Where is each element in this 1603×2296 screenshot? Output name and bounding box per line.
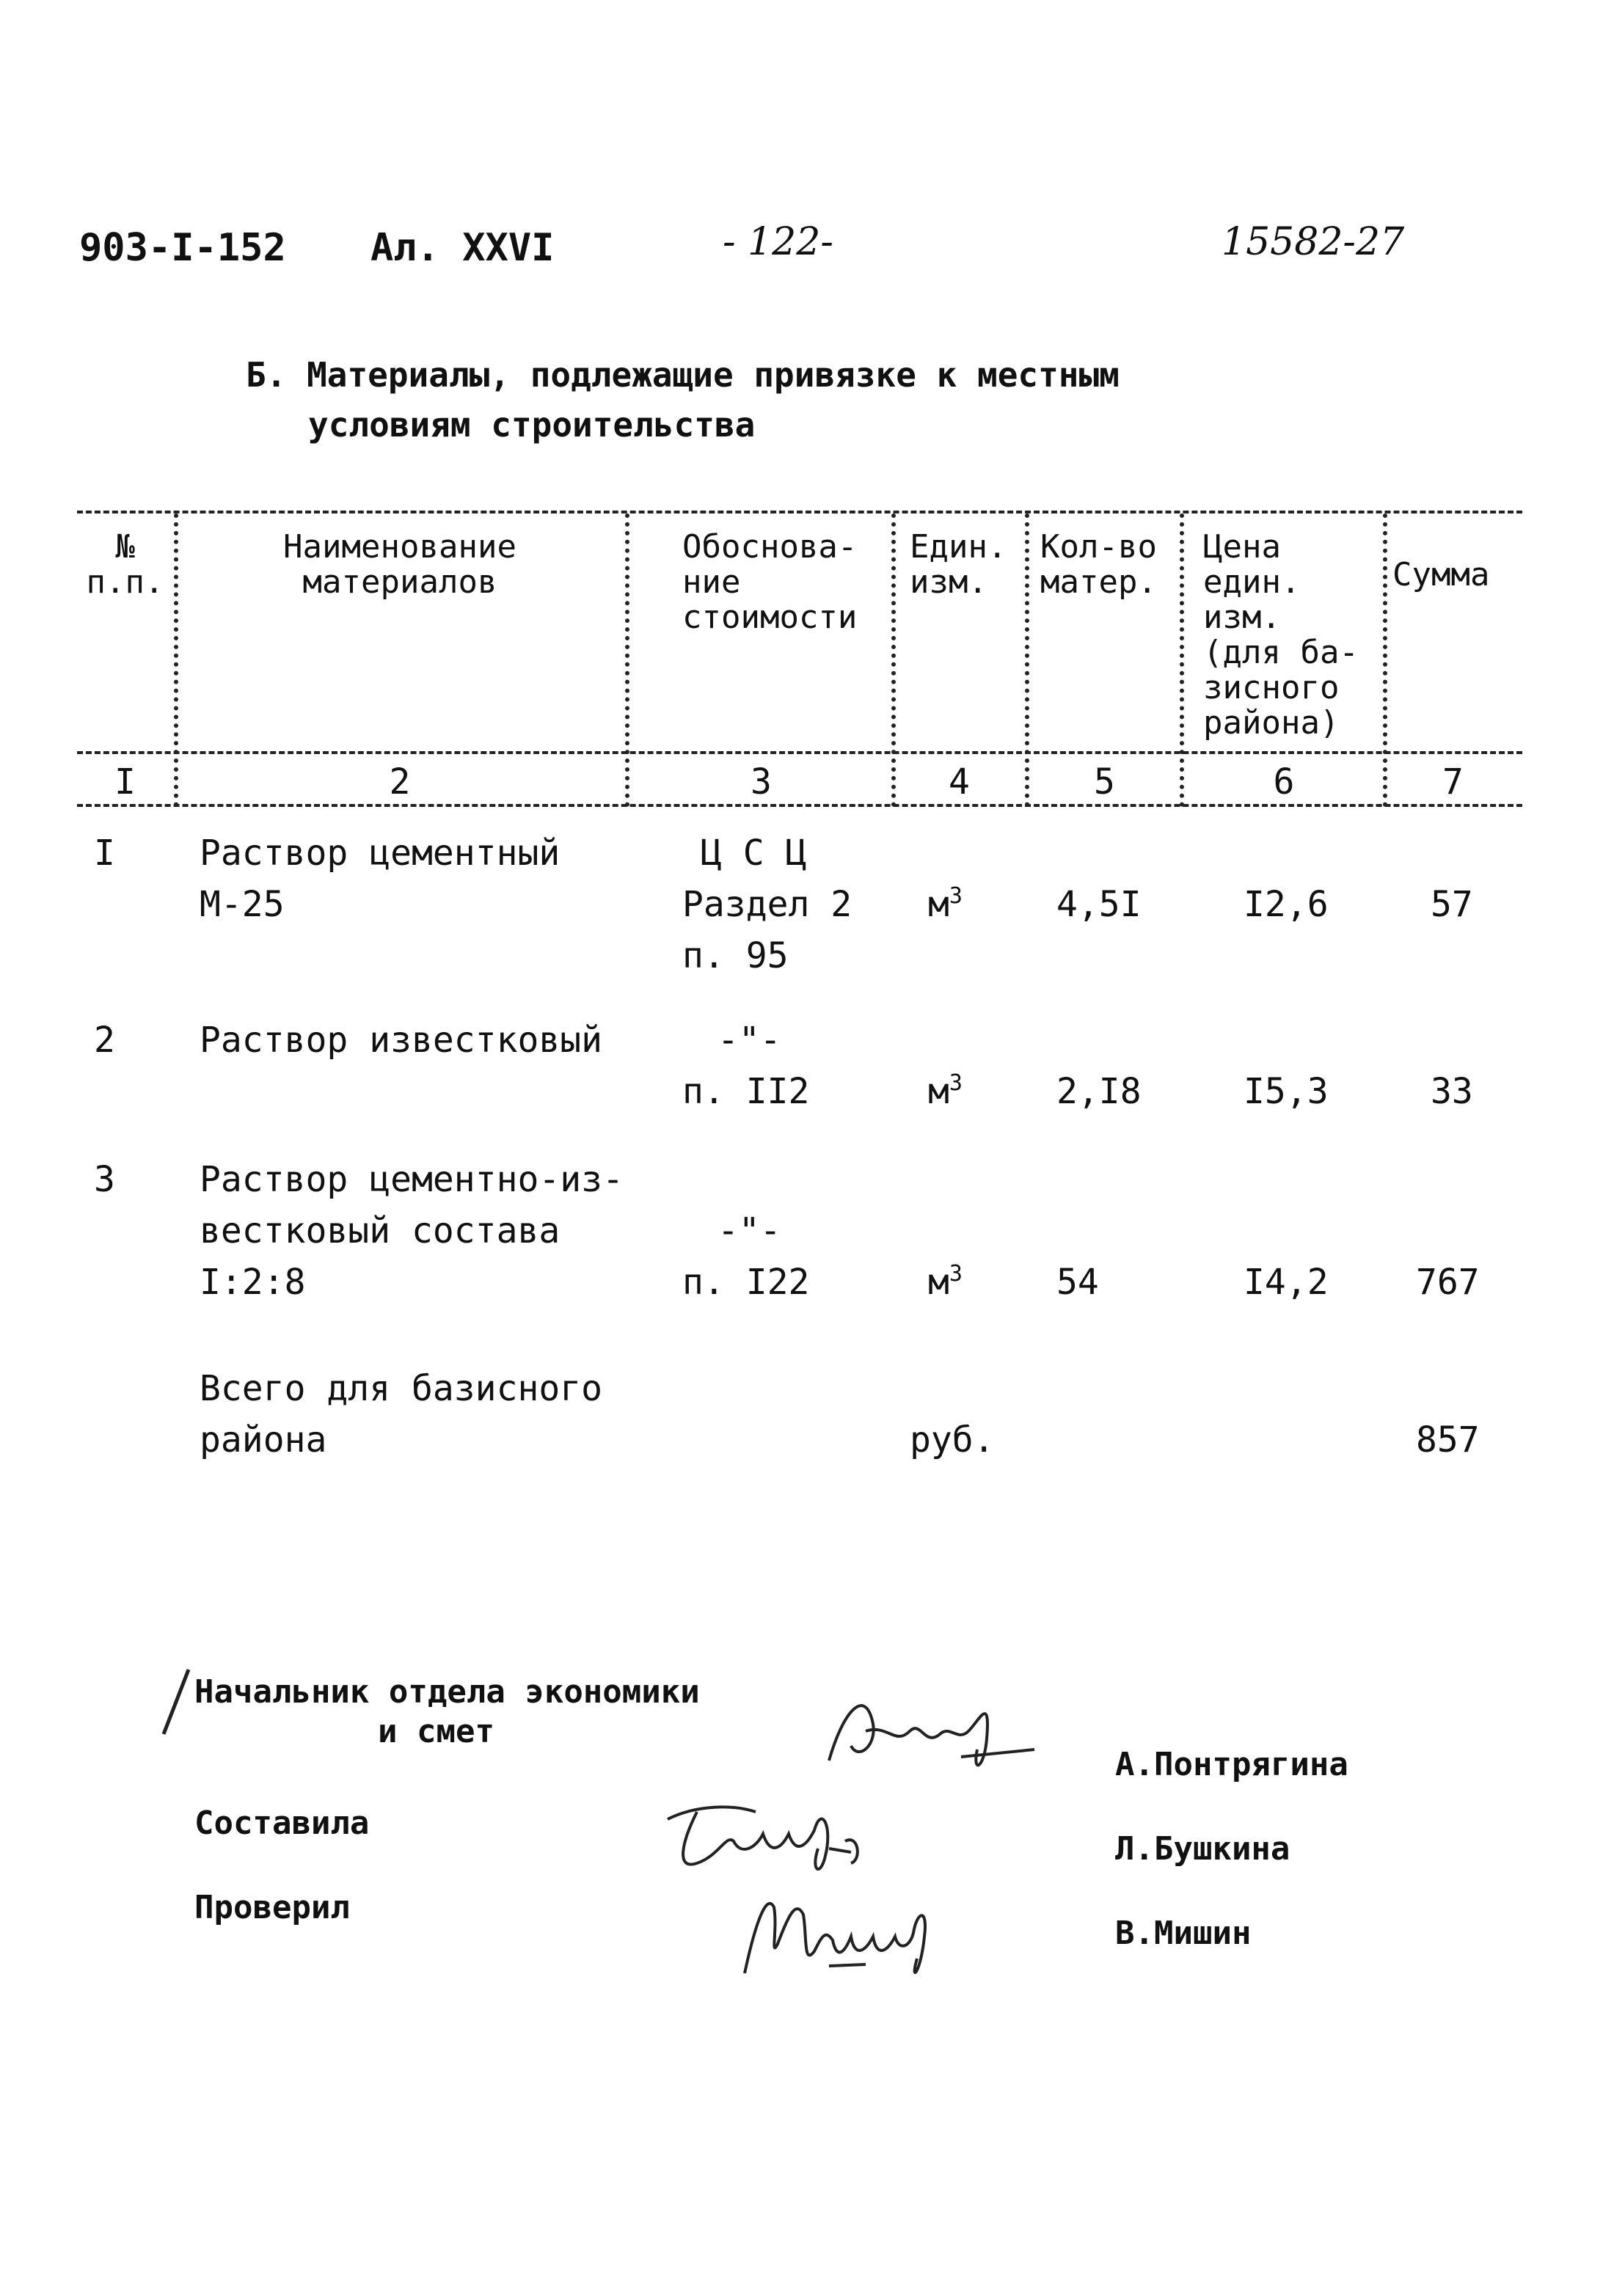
- material-name: Раствор цементный М-25: [200, 833, 560, 925]
- total-sum: 857: [1416, 1419, 1480, 1460]
- column-number-6: 6: [1273, 761, 1295, 802]
- handwritten-signature-1: [814, 1680, 1042, 1790]
- material-name: Раствор цементно-из- вестковый состава I:2:8: [200, 1159, 624, 1303]
- cost-basis: Ц С Ц Раздел 2 п. 95: [682, 833, 852, 976]
- column-numbers-rule: [77, 804, 1522, 807]
- page-number: - 122-: [723, 220, 833, 264]
- total-unit: руб.: [910, 1419, 995, 1460]
- column-divider-1: [174, 513, 178, 807]
- table-top-rule: [77, 511, 1522, 513]
- unit-price: I4,2: [1244, 1262, 1329, 1303]
- header-unit: Един. изм.: [910, 528, 1007, 601]
- material-name: Раствор известковый: [200, 1020, 603, 1061]
- section-title-line1: Б. Материалы, подлежащие привязке к местным: [246, 355, 1120, 395]
- header-cost-basis: Обоснова- ние стоимости: [682, 528, 858, 636]
- column-number-5: 5: [1094, 761, 1115, 802]
- header-unit-price: Цена един. изм. (для ба- зисного района): [1203, 528, 1359, 742]
- unit-price: I5,3: [1244, 1071, 1329, 1112]
- column-number-1: I: [114, 761, 136, 802]
- unit: $м^3$: [928, 1070, 963, 1112]
- column-divider-4: [1025, 513, 1029, 807]
- row-number: I: [94, 833, 115, 874]
- column-number-4: 4: [949, 761, 970, 802]
- handwritten-signature-3: [734, 1878, 954, 1988]
- sum: 33: [1431, 1071, 1473, 1112]
- column-number-7: 7: [1442, 761, 1464, 802]
- column-number-3: 3: [751, 761, 772, 802]
- sum: 57: [1431, 884, 1473, 925]
- compiled-label: Составила: [194, 1805, 370, 1842]
- handwritten-signature-2: [653, 1790, 895, 1893]
- reference-number: 15582-27: [1222, 220, 1405, 264]
- signatory-name-3: В.Мишин: [1115, 1915, 1252, 1952]
- quantity: 4,5I: [1056, 884, 1142, 925]
- quantity: 54: [1056, 1262, 1099, 1303]
- cost-basis: -"- п. I22: [682, 1210, 810, 1303]
- column-divider-6: [1383, 513, 1387, 807]
- cost-basis: -"- п. II2: [682, 1020, 810, 1112]
- unit: $м^3$: [928, 1261, 963, 1303]
- section-title-line2: условиям строительства: [308, 405, 756, 445]
- quantity: 2,I8: [1056, 1071, 1142, 1112]
- column-divider-2: [625, 513, 629, 807]
- unit: $м^3$: [928, 883, 963, 925]
- sum: 767: [1416, 1262, 1480, 1303]
- signatory-name-2: Л.Бушкина: [1115, 1830, 1290, 1868]
- header-bottom-rule: [77, 751, 1522, 754]
- column-number-2: 2: [389, 761, 411, 802]
- header-sum: Сумма: [1392, 556, 1490, 593]
- unit-price: I2,6: [1244, 884, 1329, 925]
- row-number: 3: [94, 1159, 115, 1200]
- column-divider-3: [891, 513, 896, 807]
- slash-mark: [158, 1665, 194, 1739]
- header-quantity: Кол-во матер.: [1040, 528, 1157, 601]
- column-divider-5: [1180, 513, 1184, 807]
- album-number: Ал. XXVI: [370, 226, 555, 270]
- header-material-name: Наименование материалов: [283, 528, 516, 601]
- row-number: 2: [94, 1020, 115, 1061]
- header-number: № п.п.: [86, 528, 164, 601]
- checked-label: Проверил: [194, 1889, 350, 1926]
- document-code: 903-I-152: [79, 226, 286, 270]
- head-title: Начальник отдела экономики и смет: [194, 1673, 700, 1750]
- signatory-name-1: А.Понтрягина: [1115, 1746, 1348, 1783]
- total-label: Всего для базисного района: [200, 1368, 603, 1460]
